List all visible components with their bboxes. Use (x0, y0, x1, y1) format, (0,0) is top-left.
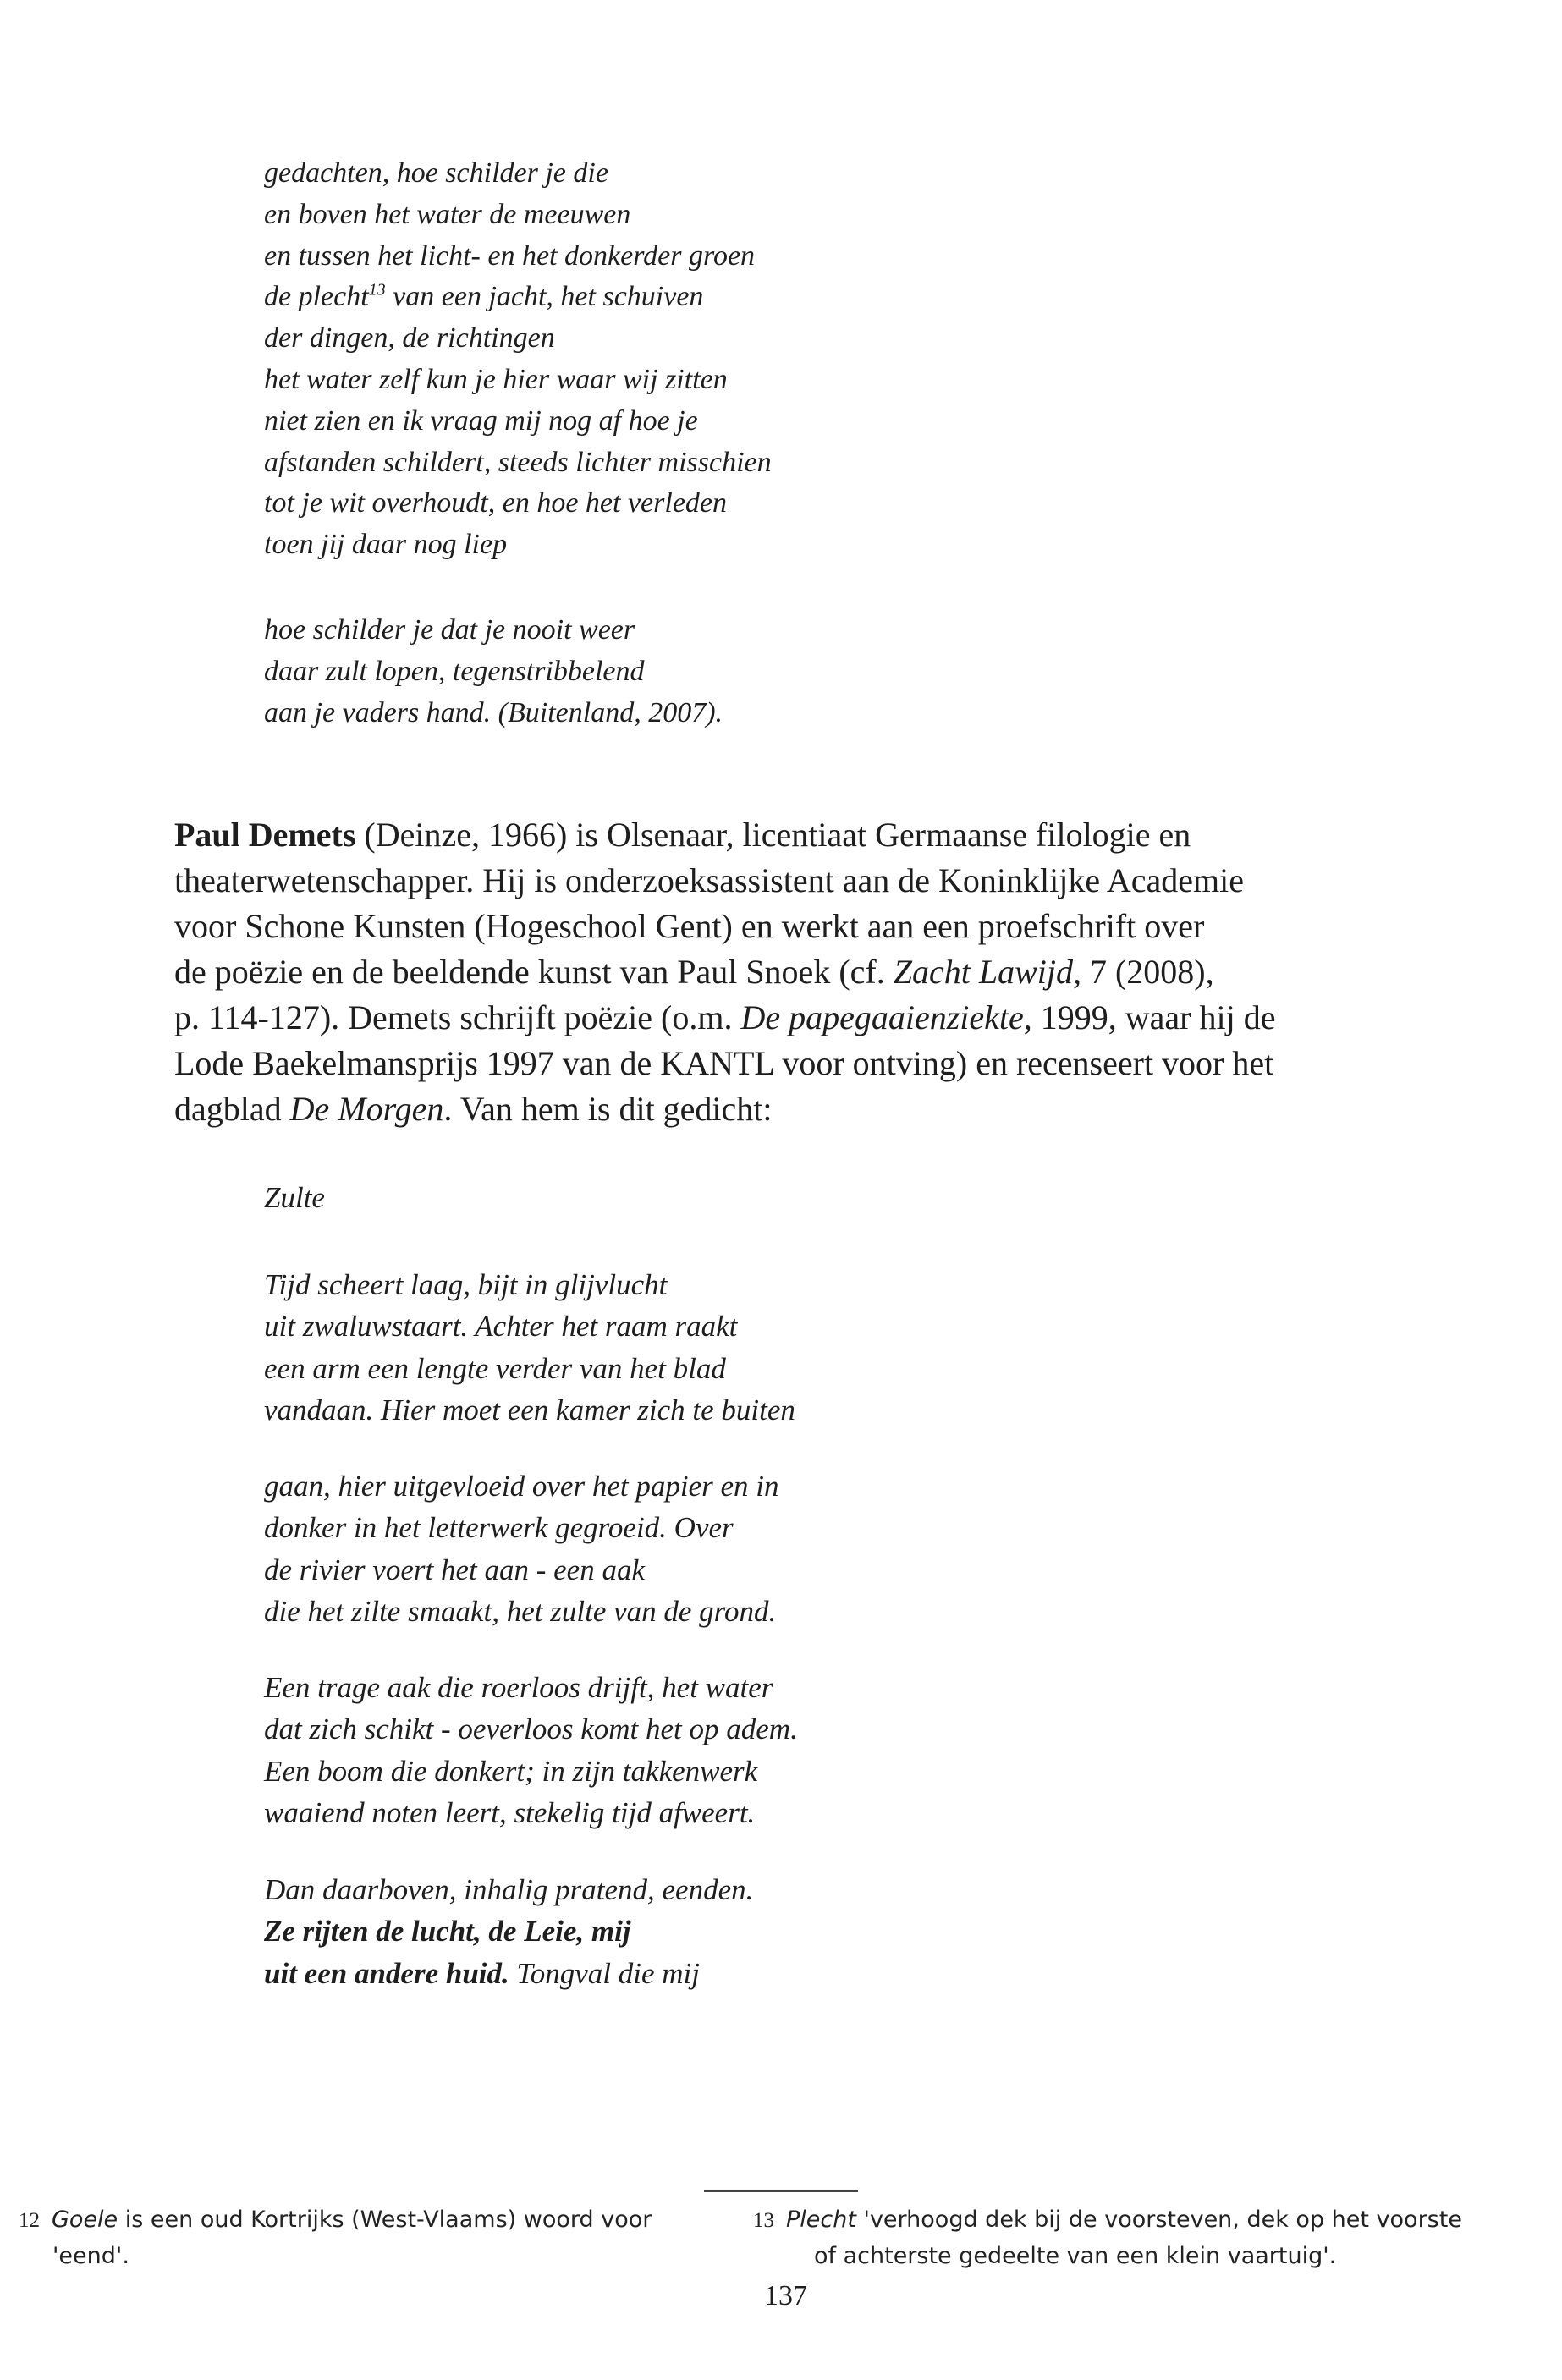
bio-line: theaterwetenschapper. Hij is onderzoeksassistent aan de Koninklijke Academie (174, 861, 1245, 899)
bio-line (174, 812, 1357, 858)
stanza (264, 1465, 778, 1633)
poem-line: en boven het water de meeuwen (264, 198, 631, 230)
bio-text: (Deinze, 1966) is Olsenaar, licentiaat Germaanse filologie en (355, 816, 1191, 854)
footnote-term: Goele (52, 2207, 118, 2233)
footnote-ref-13[interactable]: 13 (368, 281, 386, 300)
poem-line: Een boom die donkert; in zijn takkenwerk (264, 1754, 758, 1788)
bio-text: de poëzie en de beeldende kunst van Paul Snoek (cf. (174, 953, 894, 991)
footnote-number: 13 (753, 2209, 774, 2232)
bio-text: dagblad (174, 1090, 290, 1128)
poem-line: waaiend noten leert, stekelig tijd afweert. (264, 1796, 756, 1830)
poem-line: de rivier voert het aan - een aak (264, 1553, 645, 1586)
plecht-word: de plecht (264, 281, 369, 313)
poem-line: vandaan. Hier moet een kamer zich te buiten (264, 1393, 795, 1427)
poem-line-rest: van een jacht, het schuiven (393, 281, 704, 313)
poem-line (264, 1910, 753, 1952)
poem-line: der dingen, de richtingen (264, 322, 555, 355)
bio-line: Lode Baekelmansprijs 1997 van de KANTL voor ontving) en recenseert voor het (174, 1044, 1274, 1082)
poem-line: hoe schilder je dat je nooit weer (264, 614, 635, 646)
poem-line: gedachten, hoe schilder je die (264, 157, 608, 189)
poem-line: donker in het letterwerk gegroeid. Over (264, 1511, 734, 1545)
poem-line: tot je wit overhoudt, en hoe het verleden (264, 487, 728, 519)
stanza (264, 1264, 795, 1432)
book-title: Zacht Lawijd (893, 953, 1073, 991)
poem-line: niet zien en ik vraag mij nog af hoe je (264, 404, 698, 437)
poem-title: Zulte (264, 1181, 325, 1214)
footnote-text: 'verhoogd dek bij de voorsteven, dek op het voorste (855, 2207, 1462, 2233)
poem-line: het water zelf kun je hier waar wij zitten (264, 363, 728, 395)
newspaper-title: De Morgen (289, 1090, 444, 1128)
footnote-term: Plecht (786, 2207, 856, 2233)
poem-line: Dan daarboven, inhalig pratend, eenden. (264, 1873, 754, 1906)
bio-line (174, 949, 1357, 995)
stanza (264, 1667, 798, 1834)
poem-line: en tussen het licht- en het donkerder groen (264, 239, 756, 272)
bio-line: voor Schone Kunsten (Hogeschool Gent) en werkt aan een proefschrift over (174, 907, 1205, 945)
poem-line (264, 1953, 753, 1994)
stanza (264, 1869, 753, 1994)
footnote-divider (704, 2190, 858, 2192)
bold-text: Ze rijten de lucht, de Leie, mij (264, 1915, 631, 1949)
bio-line (174, 995, 1357, 1041)
footnote-number: 12 (19, 2209, 40, 2232)
poem-line-rest: Tongval die mij (509, 1956, 701, 1990)
footnote-text: is een oud Kortrijks (West-Vlaams) woord voor (118, 2207, 652, 2233)
bio-text: , 7 (2008), (1072, 953, 1214, 991)
bio-text: p. 114-127). Demets schrijft poëzie (o.m. (174, 998, 741, 1036)
poem-line: aan je vaders hand. (Buitenland, 2007). (264, 696, 723, 728)
poem-line: uit zwaluwstaart. Achter het raam raakt (264, 1310, 738, 1344)
poem-fragment (264, 153, 772, 566)
bio-text: . Van hem is dit gedicht: (443, 1090, 773, 1128)
poem-line: toen jij daar nog liep (264, 529, 508, 561)
poem-line: daar zult lopen, tegenstribbelend (264, 655, 645, 687)
poem-line: die het zilte smaakt, het zulte van de grond. (264, 1595, 777, 1629)
poem-fragment-stanza-2 (264, 610, 723, 734)
poem-line: dat zich schikt - oeverloos komt het op adem. (264, 1712, 798, 1746)
bio-line (174, 1086, 1357, 1132)
author-name: Paul Demets (174, 816, 356, 854)
poem-line: gaan, hier uitgevloeid over het papier en in (264, 1470, 779, 1503)
bio-text: , 1999, waar hij de (1023, 998, 1276, 1036)
poem-line: een arm een lengte verder van het blad (264, 1351, 726, 1385)
poem-line: afstanden schildert, steeds lichter misschien (264, 446, 772, 478)
footnote-line (753, 2202, 1562, 2239)
poem-line: Tijd scheert laag, bijt in glijvlucht (264, 1268, 668, 1301)
page-number: 137 (764, 2280, 807, 2311)
poem-line (264, 277, 772, 318)
footnote-13 (753, 2202, 1562, 2274)
footnote-continuation: 'eend'. (52, 2243, 129, 2269)
author-bio (174, 812, 1357, 1132)
footnote-continuation: of achterste gedeelte van een klein vaartuig'. (814, 2243, 1337, 2269)
book-title: De papegaaienziekte (740, 998, 1024, 1036)
bold-text: uit een andere huid. (264, 1956, 509, 1990)
poem-line: Een trage aak die roerloos drijft, het water (264, 1671, 773, 1704)
footnote-12 (19, 2202, 755, 2274)
footnote-line (19, 2202, 755, 2239)
